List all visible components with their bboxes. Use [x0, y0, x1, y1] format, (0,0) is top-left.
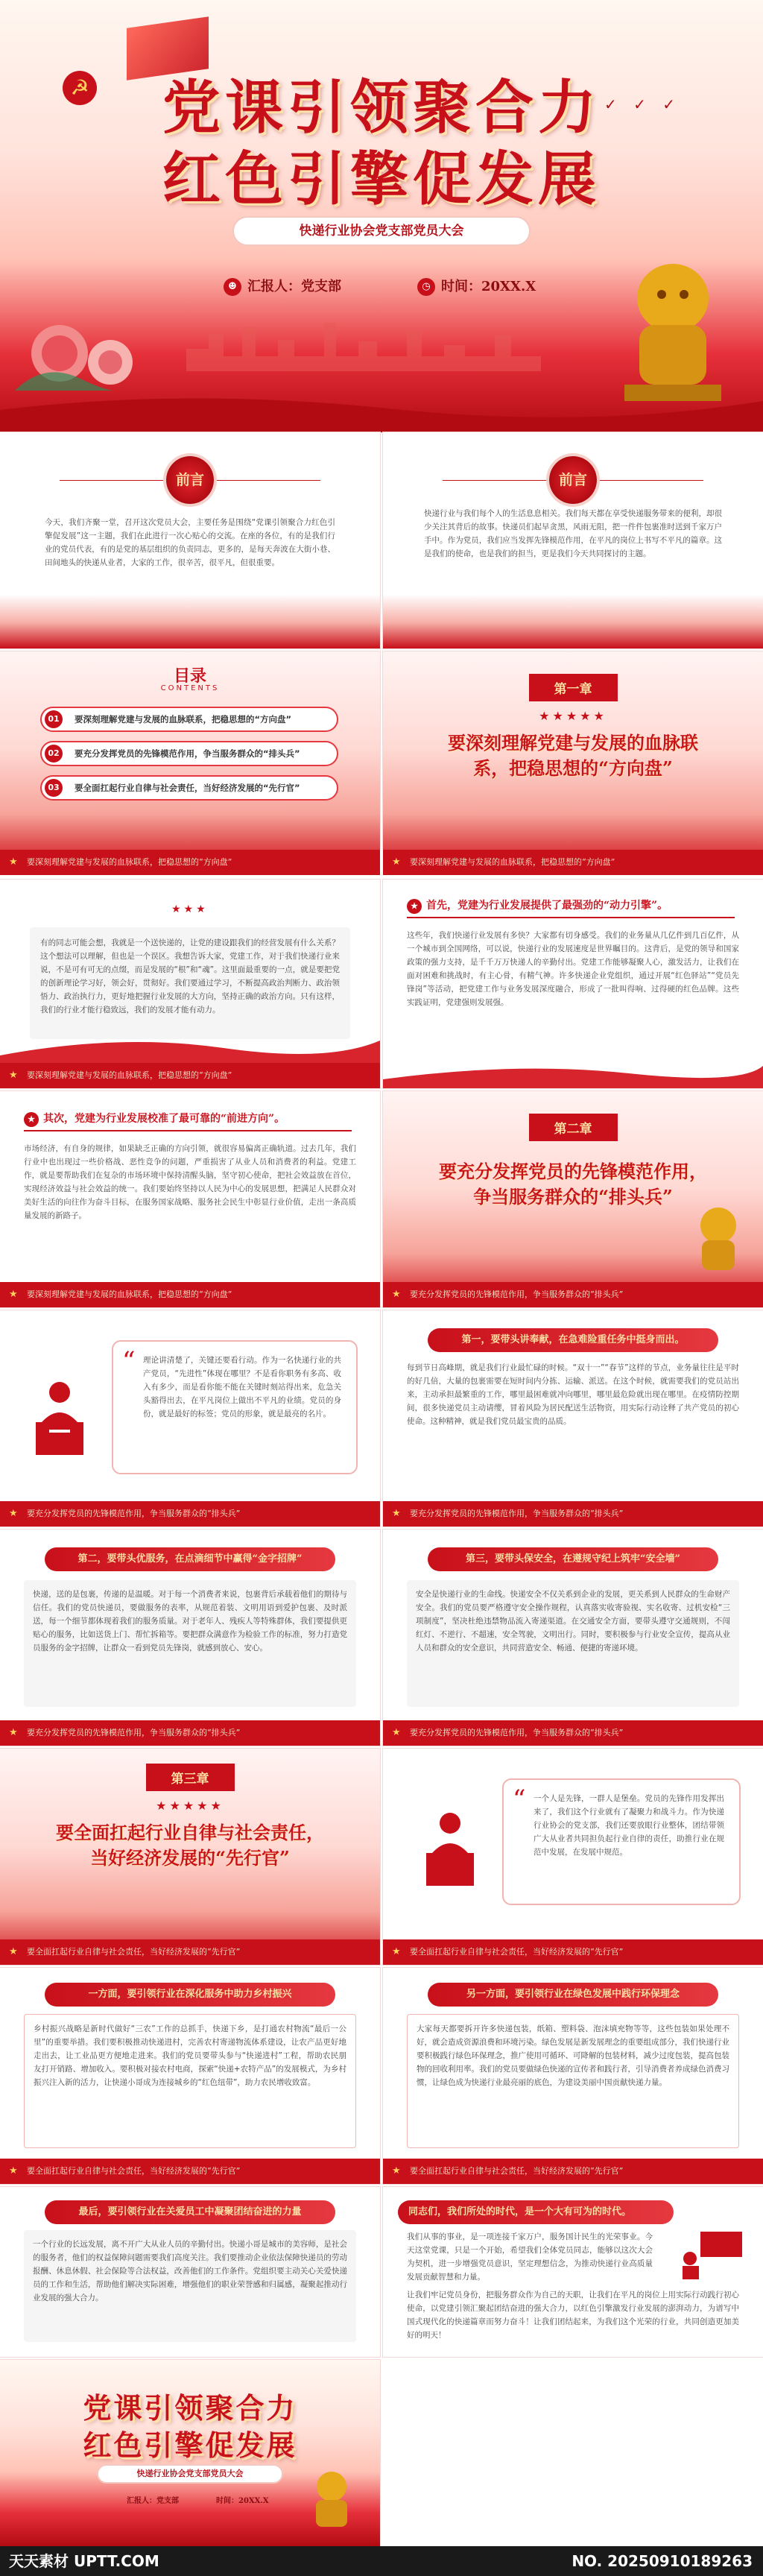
toc-item-2[interactable]: 02 要充分发挥党员的先锋模范作用，争当服务群众的“排头兵” [40, 741, 338, 766]
chapter1-slide [383, 651, 763, 868]
watermark-id: NO. 20250910189263 [572, 2552, 753, 2570]
chapter2-title-line1: 要充分发挥党员的先锋模范作用， [439, 1161, 707, 1182]
star-icon: ★ [392, 856, 401, 868]
preface-slide-right [383, 432, 763, 648]
chapter1-title-line1: 要深刻理解党建与发展的血脉联 [448, 732, 698, 754]
section3-point3-slide [0, 2187, 380, 2357]
user-icon: ☻ [224, 278, 241, 296]
red-wave-decoration [0, 1033, 380, 1063]
section2-point2-slide: 第二，要带头优服务，在点滴细节中赢得“金字招牌” 快递，送的是包裹，传递的是温暖。对于每一个消费者来说，包裹背后承载着他们的期待与信任。我们的党员快递员，要做服务的表率，从规范着装、文明用语到爱护包裹、及时派送，每一个细节都体现着我们的服务质量。对于老年人、残疾人等特殊群体，我们要提供更贴心的服务，比如送货上门、帮忙拆箱等。要把群众满意作为检验工作的标准，努力打造党员服务的金字招牌，让群众一看到党员先锋岗，就感到放心、安心。 ★ 要充分发挥党员的先锋模范作用，争当服务群众的“排头兵” [0, 1530, 380, 1746]
section2-intro-slide: “ 理论讲清楚了，关键还要看行动。作为一名快递行业的共产党员，“先进性”体现在哪里？不是看你职务有多高、收入有多少，而是看你能不能在关键时刻站得出来，危急关头豁得出去，在平凡岗位上做出不平凡的业绩。党员的身份，就是最好的标签；党员的形象，就是最亮的名片。 ★ 要充分发挥党员的先锋模范作用，争当服务群众的“排头兵” [0, 1310, 380, 1527]
star-icon: ★ [9, 1070, 18, 1081]
section1-intro-slide: ★★★ 有的同志可能会想，我就是一个送快递的，让党的建设跟我们的经营发展有什么关系？这个想法可以理解，但也是一个误区。我想告诉大家，党建工作，对于我们快递行业来说，不是可有可无的点缀，而是发展的“根”和“魂”。这里面最重要的一点，就是要把党的创新理论学习好，领会好，贯彻好。我们要通过学习，不断提高政治判断力、政治领悟力、政治执行力，更好地把握行业发展的大方向，坚持正确的政治方向。只有这样，我们的行业才能行稳致远，我们的发展才能有动力。 ★ 要深刻理解党建与发展的血脉联系，把稳思想的“方向盘” [0, 880, 380, 1088]
section3-point3-text: 一个行业的长远发展，离不开广大从业人员的辛勤付出。快递小哥是城市的美容师，是社会的服务者，他们的权益保障问题需要我们高度关注。我们要推动企业依法保障快递员的劳动报酬、休息休假、社会保险等合法权益，改善他们的工作条件。党组织要主动关心关爱快递员的工作和生活，帮助他们解决实际困难，增强他们的职业荣誉感和归属感，凝聚起推动行业发展的强大合力。 [33, 2240, 347, 2302]
section3-point1-slide: 一方面，要引领行业在深化服务中助力乡村振兴 乡村振兴战略是新时代做好“三农”工作的总抓手，快递下乡，是打通农村物流“最后一公里”的重要举措。我们要积极推动快递进村，完善农村寄递物流体系建设，让农产品更好地走出去，让工业品更方便地走进来。我们的党员要带头参与“快递进村”工程，帮助农民朋友打开销路、增加收入。要积极对接农村电商，探索“快递+农特产品”的发展模式，为乡村振兴注入新的活力，让快递小哥成为连接城乡的“红色纽带”，助力农民增收致富。 ★ 要全面扛起行业自律与社会责任，当好经济发展的“先行官” [0, 1968, 380, 2184]
chapter2-tag: 第二章 [529, 1114, 618, 1141]
watermark-site: 天天素材 UPTT.COM [9, 2552, 159, 2570]
toc-item-3[interactable]: 03 要全面扛起行业自律与社会责任，当好经济发展的“先行官” [40, 775, 338, 801]
star-icon: ★ [9, 856, 18, 868]
chapter1-footer-row: ★ 要深刻理解党建与发展的血脉联系，把稳思想的“方向盘” ★ 要深刻理解党建与发展的血脉联系，把稳思想的“方向盘” [0, 850, 763, 875]
star-row-icon: ★★★★★ [539, 709, 607, 723]
star-icon: ★ [407, 899, 422, 914]
section3-point3-heading: 最后，要引领行业在关爱员工中凝聚团结奋进的力量 [45, 2200, 335, 2224]
section2-point2-heading: 第二，要带头优服务，在点滴细节中赢得“金字招牌” [45, 1547, 335, 1571]
quote-mark-icon: “ [513, 1784, 526, 1814]
end-title-line2: 红色引擎促发展 [83, 2428, 297, 2462]
star-icon: ★ [392, 1727, 401, 1738]
section1-point2-text: 市场经济，有自身的规律，如果缺乏正确的方向引领，就很容易偏离正确轨道。过去几年，我们行业中也出现过一些价格战、恶性竞争的问题，严重损害了从业人员和消费者的利益。党建工作，就是要帮助我们在复杂的市场环境中保持清醒头脑，坚守初心使命，把社会效益放在首位，实现经济效益与社会效益的统一。我们要始终坚持以人民为中心的发展思想，把满足人民群众对美好生活的向往作为奋斗目标，在服务国家战略、服务社会民生中彰显行业价值，走出一条高质量发展的新路子。 [24, 1144, 356, 1220]
cover-reporter: ☻ 汇报人：党支部 [224, 276, 341, 296]
preface-right-text: 快递行业与我们每个人的生活息息相关。我们每天都在享受快递服务带来的便利，却很少关注其背后的故事。快递员们起早贪黑，风雨无阻，把一件件包裹准时送到千家万户手中。作为党员，我们应当发挥先锋模范作用，在平凡的岗位上书写不平凡的篇章。这是我们的使命，也是我们的担当，更是我们今天共同探讨的主题。 [424, 509, 722, 558]
speaker-podium-icon [22, 1377, 97, 1459]
chapter3-slide: 第三章 ★★★★★ 要全面扛起行业自律与社会责任， 当好经济发展的“先行官” ★ 要全面扛起行业自律与社会责任，当好经济发展的“先行官” [0, 1749, 380, 1965]
toc-heading: 目录 [173, 666, 206, 686]
chapter3-tag: 第三章 [146, 1764, 235, 1791]
preface-slide-left [0, 432, 380, 648]
golden-lion-statue [688, 1203, 748, 1278]
star-icon: ★ [392, 2165, 401, 2176]
party-emblem-icon: ☭ [63, 71, 97, 105]
section1-intro-text: 有的同志可能会想，我就是一个送快递的，让党的建设跟我们的经营发展有什么关系？这个想法可以理解，但也是一个误区。我想告诉大家，党建工作，对于我们快递行业来说，不是可有可无的点缀，而是发展的“根”和“魂”。这里面最重要的一点，就是要把党的创新理论学习好，领会好，贯彻好。我们要通过学习，不断提高政治判断力、政治领悟力、政治执行力，更好地把握行业发展的大方向，坚持正确的政治方向。只有这样，我们的行业才能行稳致远，我们的发展才能有动力。 [40, 938, 340, 1014]
section1-point1-heading: ★ 首先，党建为行业发展提供了最强劲的“动力引擎”。 [407, 897, 735, 918]
toc-heading-en: CONTENTS [160, 684, 220, 692]
section1-point2-slide: ★ 其次，党建为行业发展校准了最可靠的“前进方向”。 市场经济，有自身的规律，如果缺乏正确的方向引领，就很容易偏离正确轨道。过去几年，我们行业中也出现过一些价格战、恶性竞争的问题，严重损害了从业人员和消费者的利益。党建工作，就是要帮助我们在复杂的市场环境中保持清醒头脑，坚守初心使命，把社会效益放在首位，实现经济效益与社会效益的统一。我们要始终坚持以人民为中心的发展思想，把满足人民群众对美好生活的向往作为奋斗目标，在服务国家战略、服务社会民生中彰显行业价值，走出一条高质量发展的新路子。 ★ 要深刻理解党建与发展的血脉联系，把稳思想的“方向盘” [0, 1091, 380, 1307]
end-title-line1: 党课引领聚合力 [83, 2391, 297, 2425]
section2-point1-heading: 第一，要带头讲奉献，在急难险重任务中挺身而出。 [428, 1328, 718, 1352]
section1-point1-text: 这些年，我们快递行业发展有多快？大家都有切身感受。我们的业务量从几亿件到几百亿件，从一个城市到全国网络，可以说，快递行业的发展速度是世界瞩目的。这背后，是党的领导和国家政策的强力支持，是千千万万快递人的辛勤付出。党建工作能够凝聚人心，激发活力，让我们在面对困难和挑战时，有主心骨，有精气神。许多快递企业党组织，通过开展“红色驿站”“党员先锋岗”等活动，把党建工作与业务发展深度融合，形成了一批叫得响、过得硬的红色品牌。这些实践证明，党建强则发展强。 [407, 931, 739, 1007]
star-row-icon: ★★★★★ [156, 1799, 224, 1813]
section1-point2-heading: ★ 其次，党建为行业发展校准了最可靠的“前进方向”。 [24, 1111, 352, 1131]
cover-title-line1: 党课引领聚合力 [162, 74, 601, 142]
star-icon: ★ [9, 1727, 18, 1738]
city-skyline-decoration [186, 319, 574, 371]
closing-text-2: 让我们牢记党员身份，把服务群众作为自己的天职，让我们在平凡的岗位上用实际行动践行初心使命，以党建引领汇聚起团结奋进的强大合力，以红色引擎激发行业发展的澎湃动力，为谱写中国式现代化的快递篇章而努力奋斗！让我们团结起来，为我们这个光荣的行业，共同创造更加美好的明天！ [407, 2291, 739, 2340]
preface-badge: 前言 [166, 456, 214, 504]
red-wave-decoration [383, 1061, 763, 1088]
section3-point1-text: 乡村振兴战略是新时代做好“三农”工作的总抓手，快递下乡，是打通农村物流“最后一公里”的重要举措。我们要积极推动快递进村，完善农村寄递物流体系建设，让农产品更好地走出去，让工业品更方便地走进来。我们的党员要带头参与“快递进村”工程，帮助农民朋友打开销路、增加收入。要积极对接农村电商，探索“快递+农特产品”的发展模式，为乡村振兴注入新的活力，让快递小哥成为连接城乡的“红色纽带”，助力农民增收致富。 [34, 2024, 346, 2087]
toc-slide [0, 651, 380, 868]
cover-title-line2: 红色引擎促发展 [162, 145, 601, 213]
chapter2-title-line2: 争当服务群众的“排头兵” [473, 1186, 673, 1208]
red-wave-decoration [0, 388, 763, 432]
chapter3-title-line1: 要全面扛起行业自律与社会责任， [56, 1822, 324, 1843]
section2-point1-slide: 第一，要带头讲奉献，在急难险重任务中挺身而出。 每到节日高峰期，就是我们行业最忙碌的时候。“双十一”“春节”这样的节点，业务量往往是平时的好几倍，大量的包裹需要在短时间内分拣、运输、派送。在这个时候，就需要我们的党员站出来，主动承担最繁重的工作，哪里最困难就冲向哪里，哪里最危险就出现在哪里。在疫情防控期间，很多快递党员主动请缨，冒着风险为居民配送生活物资，用实际行动诠释了共产党员的初心使命。这种精神，就是我们党员最宝贵的品质。 ★ 要充分发挥党员的先锋模范作用，争当服务群众的“排头兵” [383, 1310, 763, 1527]
section2-point3-heading: 第三，要带头保安全，在遵规守纪上筑牢“安全墙” [428, 1547, 718, 1571]
section2-point3-text: 安全是快递行业的生命线。快递安全不仅关系到企业的发展，更关系到人民群众的生命财产安全。我们的党员要严格遵守安全操作规程，认真落实收寄验视、实名收寄、过机安检“三项制度”，坚决杜绝违禁物品流入寄递渠道。在交通安全方面，要带头遵守交通规则，不闯红灯、不逆行、不超速，安全驾驶，文明出行。同时，要积极参与行业安全宣传，提高从业人员和群众的安全意识，共同营造安全、畅通、便捷的寄递环境。 [416, 1590, 730, 1652]
clock-icon: ◷ [417, 278, 435, 296]
golden-lion-statue [305, 2467, 358, 2531]
section3-point2-text: 大家每天都要拆开许多快递包装，纸箱、塑料袋、泡沫填充物等等，这些包装如果处理不好，就会造成资源浪费和环境污染。绿色发展是新发展理念的重要组成部分，我们快递行业要积极践行绿色环保理念，推广使用可循环、可降解的包装材料，减少过度包装，提高包装物的回收利用率。我们的党员要做绿色快递的宣传者和践行者，引导消费者养成绿色消费习惯，让绿色成为快递行业最亮丽的底色，为建设美丽中国贡献快递力量。 [417, 2024, 729, 2087]
end-reporter: 汇报人：党支部 [127, 2497, 179, 2505]
star-icon: ★ [392, 1946, 401, 1957]
star-icon: ★ [9, 2165, 18, 2176]
section2-point2-text: 快递，送的是包裹，传递的是温暖。对于每一个消费者来说，包裹背后承载着他们的期待与信任。我们的党员快递员，要做服务的表率，从规范着装、文明用语到爱护包裹、及时派送，每一个细节都体现着我们的服务质量。对于老年人、残疾人等特殊群体，我们要提供更贴心的服务，比如送货上门、帮忙拆箱等。要把群众满意作为检验工作的标准，努力打造党员服务的金字招牌，让群众一看到党员先锋岗，就感到放心、安心。 [33, 1590, 347, 1652]
section1-point1-slide [383, 880, 763, 1088]
star-icon: ★ [9, 1946, 18, 1957]
cover-time: ◷ 时间：20XX.X [417, 276, 536, 296]
peony-flower-decoration [15, 309, 149, 391]
toc-item-1[interactable]: 01 要深刻理解党建与发展的血脉联系，把稳思想的“方向盘” [40, 707, 338, 732]
golden-lion-statue [610, 253, 736, 402]
section3-intro-quote: 一个人是先锋，一群人是堡垒。党员的先锋作用发挥出来了，我们这个行业就有了凝聚力和战斗力。作为快递行业协会的党支部，我们还要放眼行业整体，团结带领广大从业者共同担负起行业自律的责任，助推行业在规范中发展，在发展中规范。 [534, 1794, 724, 1857]
closing-text-1: 我们从事的事业，是一项连接千家万户，服务国计民生的光荣事业。今天这堂党课，只是一个开始，希望我们全体党员同志，能够以这次大会为契机，进一步增强党员意识，坚定理想信念，为推动快递行业高质量发展贡献智慧和力量。 [407, 2232, 653, 2282]
section3-point2-heading: 另一方面，要引领行业在绿色发展中践行环保理念 [428, 1983, 718, 2007]
quote-mark-icon: “ [122, 1346, 136, 1376]
section2-point1-text: 每到节日高峰期，就是我们行业最忙碌的时候。“双十一”“春节”这样的节点，业务量往往是平时的好几倍，大量的包裹需要在短时间内分拣、运输、派送。在这个时候，就需要我们的党员站出来，主动承担最繁重的工作，哪里最困难就冲向哪里，哪里最危险就出现在哪里。在疫情防控期间，很多快递党员主动请缨，冒着风险为居民配送生活物资，用实际行动诠释了共产党员的初心使命。这种精神，就是我们党员最宝贵的品质。 [407, 1363, 739, 1426]
preface-left-text: 今天，我们齐聚一堂，召开这次党员大会，主要任务是围绕“党课引领聚合力红色引擎促发展”这一主题，我们在此进行一次心贴心的交流。在座的各位，有的是我们行业的党员代表，有的是党的基层组织的负责同志，更多的，是每天奔波在大街小巷、田间地头的快递从业者，大家的工作，很辛苦，很平凡，但很重要。 [45, 518, 335, 567]
speaker-podium-icon [413, 1808, 487, 1890]
section3-intro-slide: “ 一个人是先锋，一群人是堡垒。党员的先锋作用发挥出来了，我们这个行业就有了凝聚力和战斗力。作为快递行业协会的党支部，我们还要放眼行业整体，团结带领广大从业者共同担负起行业自律的责任，助推行业在规范中发展，在发展中规范。 ★ 要全面扛起行业自律与社会责任，当好经济发展的“先行官” [383, 1749, 763, 1965]
chapter3-title-line2: 当好经济发展的“先行官” [90, 1847, 290, 1869]
watermark-bar [0, 2546, 763, 2576]
cover-subtitle: 快递行业协会党支部党员大会 [232, 216, 531, 246]
chapter1-title-line2: 系，把稳思想的“方向盘” [473, 757, 673, 779]
section3-point2-slide: 另一方面，要引领行业在绿色发展中践行环保理念 大家每天都要拆开许多快递包装，纸箱、塑料袋、泡沫填充物等等，这些包装如果处理不好，就会造成资源浪费和环境污染。绿色发展是新发展理念的重要组成部分，我们快递行业要积极践行绿色环保理念，推广使用可循环、可降解的包装材料，减少过度包装，提高包装物的回收利用率。我们的党员要做绿色快递的宣传者和践行者，引导消费者养成绿色消费习惯，让绿色成为快递行业最亮丽的底色，为建设美丽中国贡献快递力量。 ★ 要全面扛起行业自律与社会责任，当好经济发展的“先行官” [383, 1968, 763, 2184]
star-icon: ★ [392, 1508, 401, 1519]
section2-point3-slide: 第三，要带头保安全，在遵规守纪上筑牢“安全墙” 安全是快递行业的生命线。快递安全不仅关系到企业的发展，更关系到人民群众的生命财产安全。我们的党员要严格遵守安全操作规程，认真落实收寄验视、实名收寄、过机安检“三项制度”，坚决杜绝违禁物品流入寄递渠道。在交通安全方面，要带头遵守交通规则，不闯红灯、不逆行、不超速，安全驾驶，文明出行。同时，要积极参与行业安全宣传，提高从业人员和群众的安全意识，共同营造安全、畅通、便捷的寄递环境。 ★ 要充分发挥党员的先锋模范作用，争当服务群众的“排头兵” [383, 1530, 763, 1746]
preface-badge-right: 前言 [549, 456, 597, 504]
star-icon: ★ [9, 1508, 18, 1519]
chapter1-tag: 第一章 [529, 674, 618, 701]
cover-slide [0, 0, 763, 432]
section2-intro-quote: 理论讲清楚了，关键还要看行动。作为一名快递行业的共产党员，“先进性”体现在哪里？不是看你职务有多高、收入有多少，而是看你能不能在关键时刻站得出来，危急关头豁得出去，在平凡岗位上做出不平凡的业绩。党员的身份，就是最好的标签；党员的形象，就是最亮的名片。 [143, 1356, 341, 1418]
closing-remarks-slide [383, 2187, 763, 2357]
star-icon: ★ [9, 1289, 18, 1300]
chapter2-slide: 第二章 要充分发挥党员的先锋模范作用， 争当服务群众的“排头兵” ★ 要充分发挥党员的先锋模范作用，争当服务群众的“排头兵” [383, 1091, 763, 1307]
end-cover-slide [0, 2360, 380, 2546]
end-subtitle: 快递行业协会党支部党员大会 [97, 2464, 283, 2484]
star-icon: ★ [24, 1112, 39, 1127]
end-time: 时间：20XX.X [216, 2497, 269, 2505]
three-stars-icon: ★★★ [171, 903, 209, 915]
audience-meeting-icon [678, 2229, 745, 2281]
star-icon: ★ [392, 1289, 401, 1300]
section3-point1-heading: 一方面，要引领行业在深化服务中助力乡村振兴 [45, 1983, 335, 2007]
closing-heading: 同志们，我们所处的时代，是一个大有可为的时代。 [398, 2200, 674, 2224]
birds-icon: ✓ ✓ ✓ [604, 95, 681, 113]
